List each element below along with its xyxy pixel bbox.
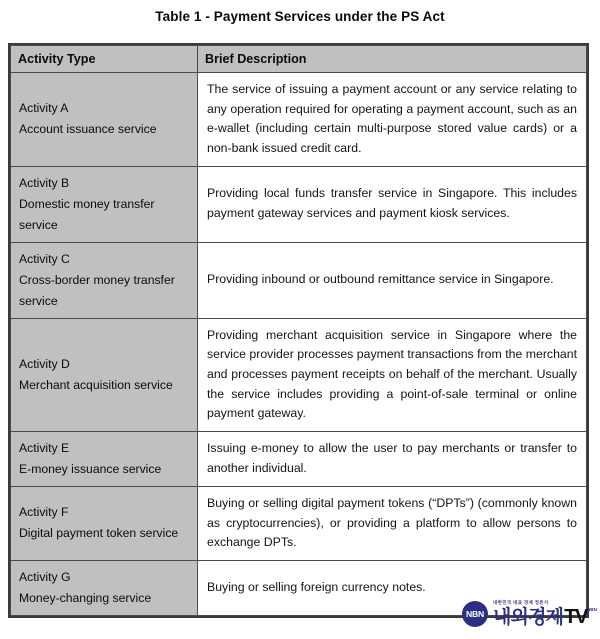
table-row [11,318,587,431]
column-header-brief-description [198,46,587,73]
activity-id: Activity G [19,569,71,584]
activity-type-cell [11,73,198,167]
column-header-brief-description-label: Brief Description [205,51,307,66]
table-row [11,242,587,318]
activity-id: Activity A [19,101,69,116]
logo-tv: TV [564,605,587,628]
activity-type-cell [11,486,198,560]
logo-text-block [493,601,597,627]
table-header-row [11,46,587,73]
column-header-activity-type [11,46,198,73]
logo-word: 내외경제 [493,606,564,628]
activity-description: Providing local funds transfer service in Singapore. This includes payment gateway services and payment kiosk services. [207,186,577,221]
activity-description-cell [198,166,587,242]
activity-description: Buying or selling digital payment tokens (“DPTs”) (commonly known as cryptocurrencies), or providing a platform to allow persons to exchange DPTs. [207,495,577,550]
logo-wordmark [493,607,597,627]
table-row [11,431,587,486]
activity-name: Cross-border money transfer service [19,272,175,308]
activity-description-cell [198,431,587,486]
activity-name: Digital payment token service [19,526,179,541]
activity-description: Providing inbound or outbound remittance service in Singapore. [207,272,554,287]
activity-description: Issuing e-money to allow the user to pay merchants or transfer to another individual. [207,441,577,475]
activity-type-cell [11,560,198,615]
activity-description-cell [198,486,587,560]
payment-services-table [8,43,589,618]
logo-superscript: NBN [586,606,597,612]
activity-name: E-money issuance service [19,461,162,476]
activity-type-cell [11,318,198,431]
activity-description: The service of issuing a payment account or any service relating to any operation required for operating a payment account, such as an e-wallet (including certain multi-purpose stored value cards) or a non-bank issued credit card. [207,82,577,156]
activity-type-cell [11,166,198,242]
nbn-badge-icon: NBN [462,601,488,627]
table-row [11,73,587,167]
activity-name: Money-changing service [19,590,152,605]
activity-id: Activity D [19,356,70,371]
activity-id: Activity B [19,175,70,190]
activity-description: Buying or selling foreign currency notes. [207,580,426,595]
column-header-activity-type-label: Activity Type [18,51,96,66]
activity-name: Merchant acquisition service [19,377,173,392]
activity-type-cell [11,242,198,318]
page-title: Table 1 - Payment Services under the PS Act [155,9,445,24]
activity-type-cell [11,431,198,486]
activity-name: Account issuance service [19,122,157,137]
activity-description: Providing merchant acquisition service in Singapore where the service provider processes payment transactions from the merchant and processes payment receipts on behalf of the merchant. Usually the service includes providing a point-of-sale terminal or online payment gateway. [207,327,577,421]
activity-description-cell [198,318,587,431]
table-row [11,166,587,242]
activity-description-cell [198,242,587,318]
activity-id: Activity F [19,505,69,520]
table-row [11,486,587,560]
activity-name: Domestic money transfer service [19,196,155,232]
nbn-logo [462,601,597,627]
logo-tagline: 대한민국 대표 경제 정론지 [493,600,549,606]
activity-id: Activity C [19,251,70,266]
activity-id: Activity E [19,440,70,455]
activity-description-cell [198,73,587,167]
